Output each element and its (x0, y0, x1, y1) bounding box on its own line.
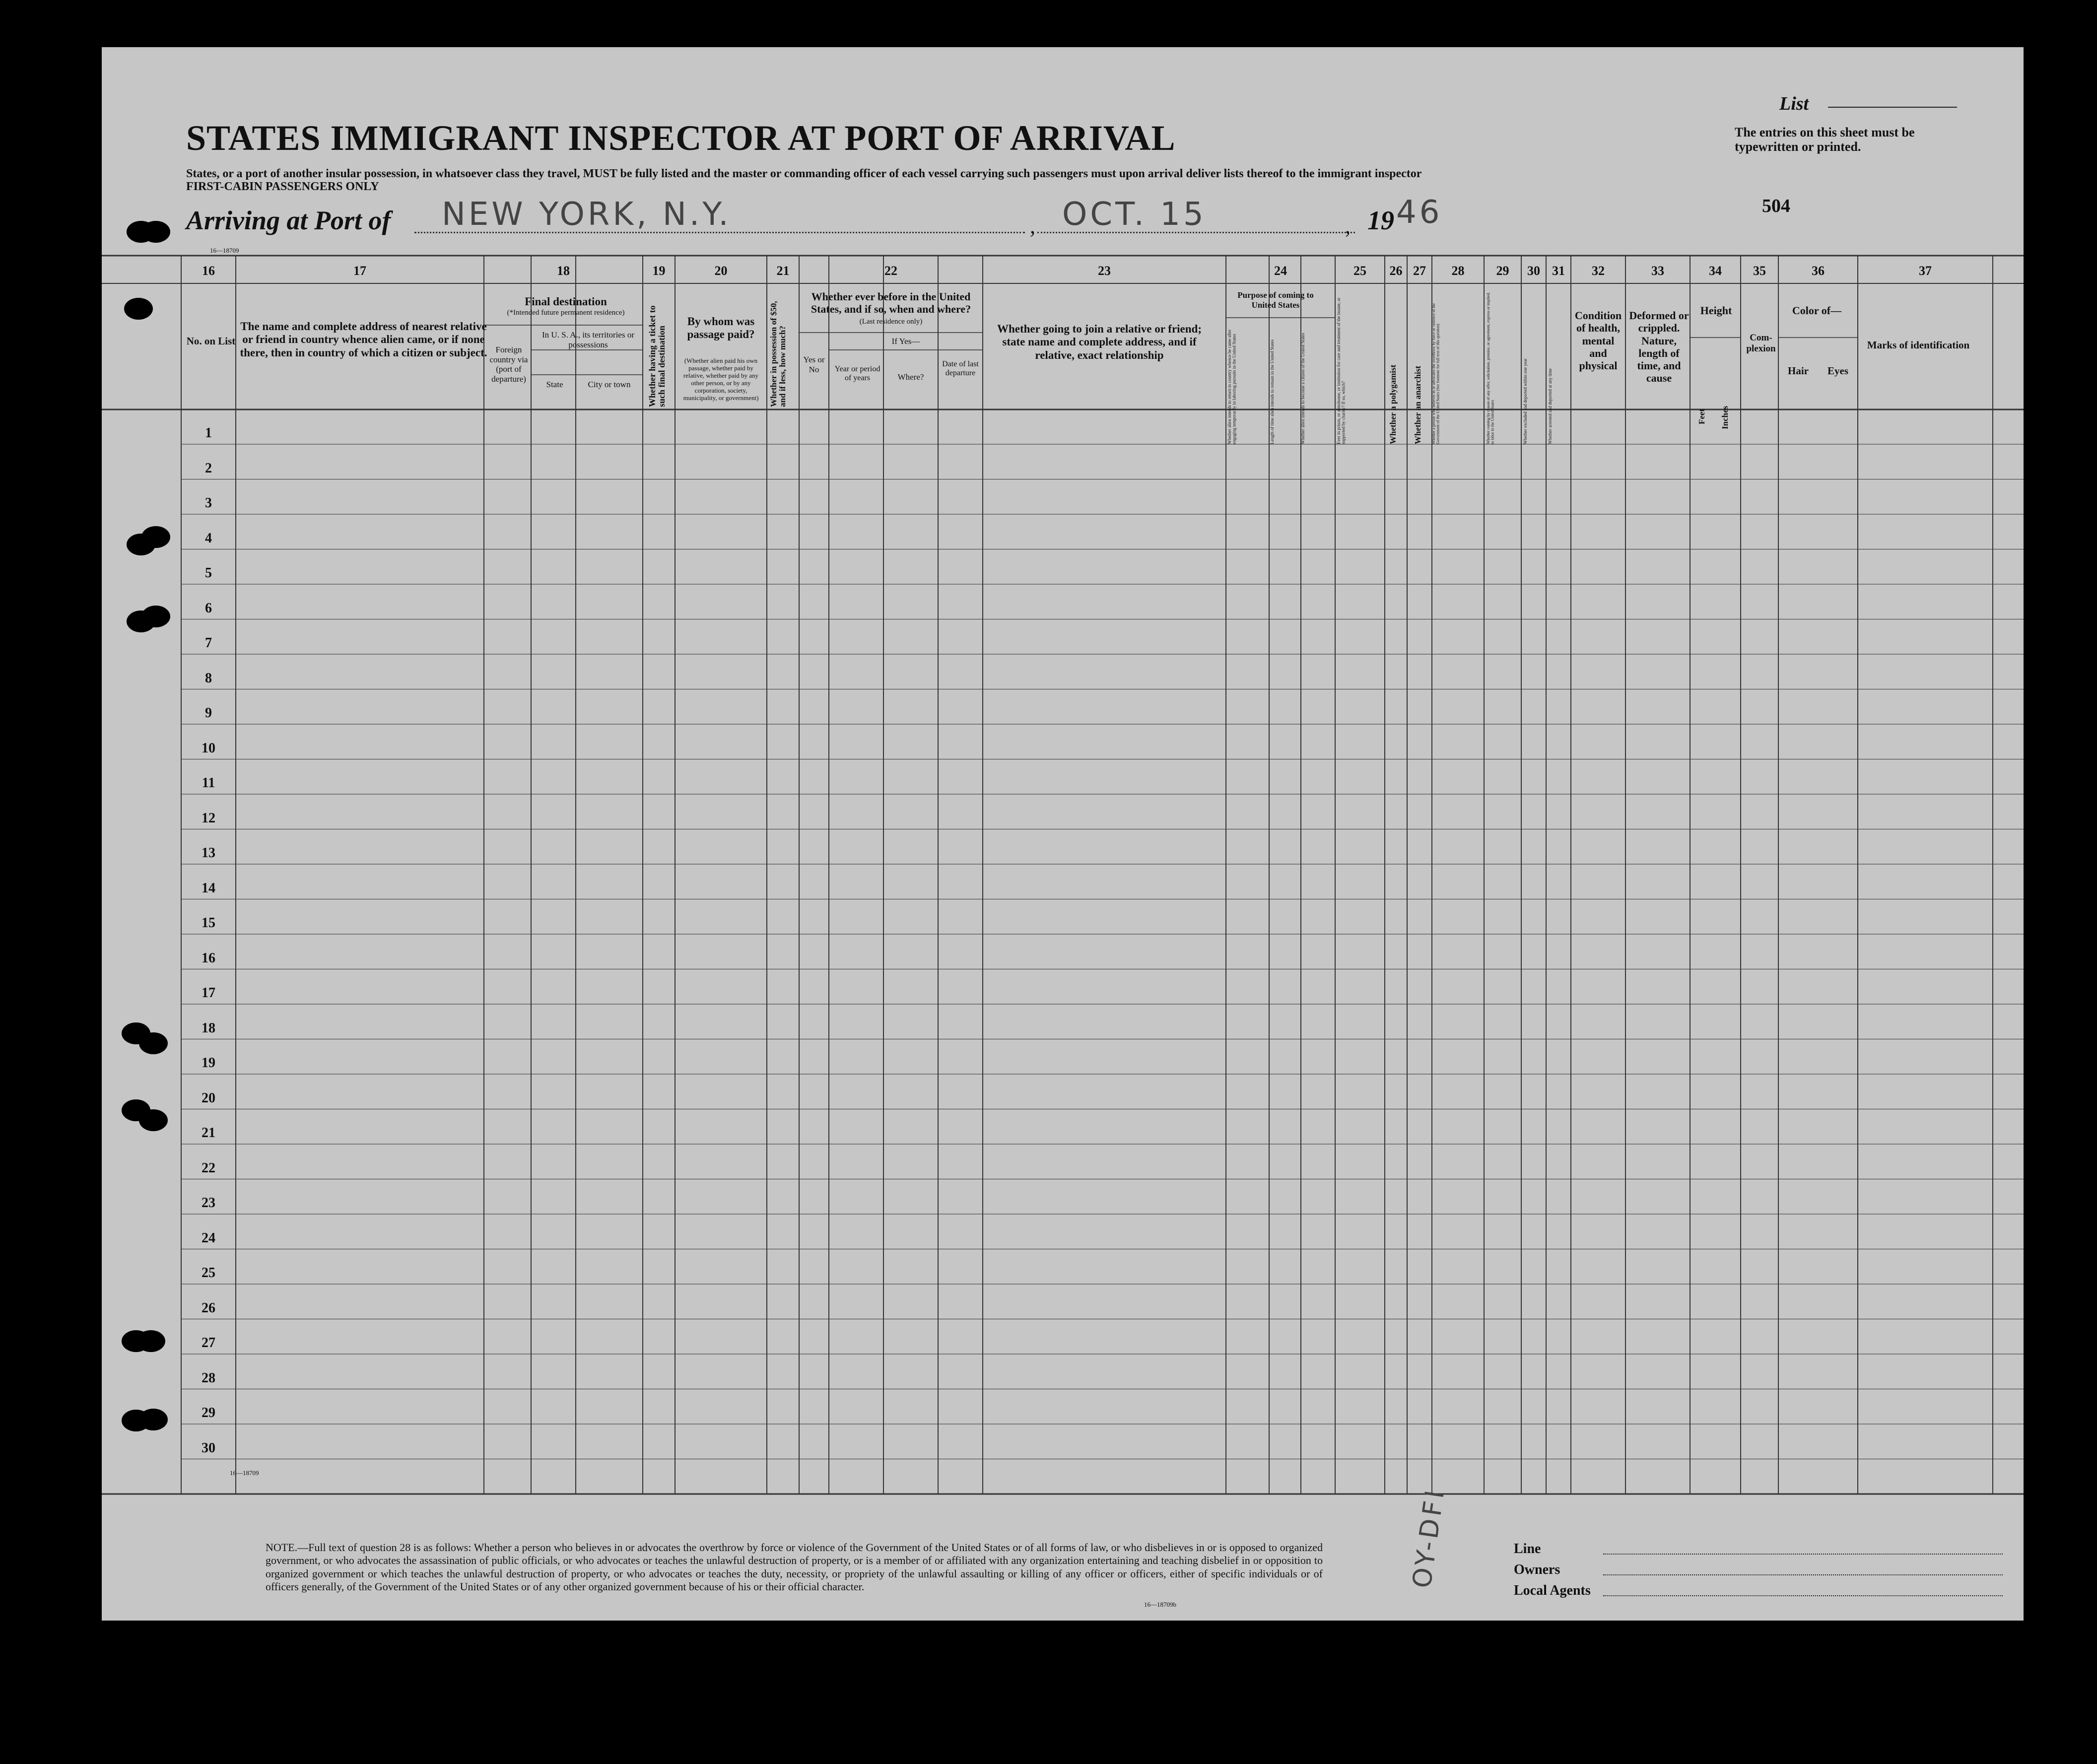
form-sheet (102, 47, 2024, 1621)
column-number: 28 (1451, 264, 1465, 278)
row-number: 7 (205, 635, 212, 651)
row-number: 24 (202, 1230, 215, 1246)
column-number: 33 (1651, 264, 1664, 278)
punch-hole (124, 298, 153, 320)
punch-hole (141, 526, 170, 548)
year-handwritten: 46 (1396, 194, 1443, 231)
row-number: 12 (202, 810, 215, 826)
col33-header: Deformed or crippled. Nature, length of time, and cause (1629, 309, 1689, 385)
line-label: Line (1514, 1541, 1541, 1557)
col34-feet-header: Feet (1697, 408, 1706, 424)
col32-header: Condition of health, mental and physical (1574, 309, 1622, 372)
question-28-footnote: NOTE.—Full text of question 28 is as follows: Whether a person who believes in or advocates the overthrow by force or violence of the Government of the United States or of all forms of law, or who disbelieves in or is opposed to organized government, or who advocates the assassination of public officials, or who advocates or teaches the unlawful destruction of property, or is a member of or affiliated with any organization entertaining and teaching disbelief in or opposition to organized government or which teaches the unlawful destruction of property, or who advocates or teaches the duty, necessity, or propriety of the unlawful assaulting or killing of any officer or officers, either of specific individuals or of officers generally, of the Government of the United States or of any other organized government because of his or their official character. (266, 1541, 1323, 1593)
row-number: 28 (202, 1370, 215, 1386)
col24-return-header: Whether alien intends to return to country whence he came after engaging temporarily in laboring pursuits in the United States (1227, 329, 1237, 444)
row-number: 30 (202, 1440, 215, 1456)
col29-header: Whether coming by reason of any offer, solicitation, promise, or agreement, express or implied, to labor in the United States (1486, 292, 1495, 444)
col21-header: Whether in possession of $50, and if less, how much? (769, 301, 787, 407)
col36-header: Color of— (1792, 304, 1842, 317)
col22-header: Whether ever before in the United States, and if so, when and where? (811, 290, 971, 316)
column-number: 34 (1709, 264, 1722, 278)
col22-years-header: Year or period of years (834, 365, 880, 383)
col22-subheader: (Last residence only) (859, 318, 923, 326)
col24-header: Purpose of coming to United States (1237, 290, 1314, 310)
column-number: 25 (1353, 264, 1366, 278)
row-number: 14 (202, 880, 215, 896)
row-number: 3 (205, 495, 212, 511)
col18-subheader: (*Intended future permanent residence) (507, 309, 625, 317)
row-number: 29 (202, 1405, 215, 1421)
col34-header: Height (1700, 304, 1732, 317)
form-title: STATES IMMIGRANT INSPECTOR AT PORT OF ARRIVAL (186, 118, 1176, 158)
col36-eyes-header: Eyes (1827, 365, 1848, 377)
row-number: 6 (205, 600, 212, 616)
form-code-bottom: 16—18709 (230, 1469, 259, 1477)
punch-hole (141, 221, 170, 243)
col18-foreign-header: Foreign country via (port of departure) (489, 345, 528, 384)
col18-state-header: State (546, 380, 563, 389)
col35-header: Com-plexion (1746, 333, 1776, 354)
port-handwritten: NEW YORK, N.Y. (442, 196, 732, 233)
comma-2: , (1345, 214, 1351, 238)
row-number: 5 (205, 565, 212, 581)
row-number: 26 (202, 1300, 215, 1316)
col31-header: Whether arrested and deported at any time (1548, 368, 1553, 444)
punch-hole (136, 1330, 165, 1352)
col22-yesno-header: Yes or No (803, 355, 825, 374)
local-agents-field (1603, 1595, 2003, 1596)
sheet-number: 504 (1762, 196, 1790, 216)
column-number: 37 (1919, 264, 1932, 278)
column-number: 21 (776, 264, 790, 278)
column-number: 29 (1496, 264, 1509, 278)
date-handwritten: OCT. 15 (1062, 196, 1207, 233)
row-number: 9 (205, 705, 212, 721)
row-number: 17 (202, 985, 215, 1001)
col34-inches-header: Inches (1720, 406, 1730, 429)
col18-usa-header: In U. S. A., its territories or possessions (541, 330, 635, 349)
arriving-label: Arriving at Port of (186, 205, 391, 235)
line-field (1603, 1554, 2003, 1555)
punch-hole (139, 1032, 168, 1054)
column-number: 22 (884, 264, 897, 278)
row-number: 11 (202, 775, 215, 791)
punch-hole (141, 606, 170, 627)
col20-header: By whom was passage paid? (687, 315, 755, 341)
col25-header: Ever in prison, or almshouse, or institution for care and treatment of the insane, or supported by charity? If so, which? (1336, 297, 1346, 444)
column-number: 19 (652, 264, 666, 278)
passenger-class-line: FIRST-CABIN PASSENGERS ONLY (186, 180, 379, 193)
col24-length-header: Length of time alien intends to remain in the United States (1270, 339, 1275, 444)
column-number: 35 (1753, 264, 1766, 278)
row-number: 13 (202, 845, 215, 861)
local-agents-label: Local Agents (1514, 1583, 1591, 1598)
form-code-top: 16—18709 (210, 247, 239, 254)
column-number: 31 (1552, 264, 1565, 278)
row-number: 15 (202, 915, 215, 931)
column-number: 26 (1389, 264, 1403, 278)
col22-ifyes-header: If Yes— (891, 337, 920, 346)
col28-header: Whether a person who believes in or advocates the overthrow by force or violence of the Government of the United States (See footnote for full text of this question) (1431, 303, 1440, 444)
column-number: 36 (1812, 264, 1825, 278)
col24-citizen-header: Whether alien intends to become a citizen of the United States (1300, 333, 1305, 444)
row-number: 16 (202, 950, 215, 966)
row-number: 18 (202, 1020, 215, 1036)
col26-header: Whether a polygamist (1388, 364, 1398, 444)
col30-header: Whether excluded and deported within one year (1523, 358, 1528, 444)
row-number: 4 (205, 530, 212, 546)
col17-header: The name and complete address of nearest relative or friend in country whence alien came, or if none there, then in country of which a citizen or subject. (240, 320, 487, 359)
form-subtitle: States, or a port of another insular possession, in whatsoever class they travel, MUST be fully listed and the master or commanding officer of each vessel carrying such passengers must upon arrival deliver lists thereof to the immigrant inspector (186, 167, 1422, 180)
comma-1: , (1030, 214, 1035, 238)
col18-city-header: City or town (588, 380, 631, 389)
column-number: 27 (1413, 264, 1426, 278)
column-number: 16 (202, 264, 215, 278)
row-number: 8 (205, 670, 212, 686)
handwritten-mark: OY-DFI (1407, 1486, 1451, 1590)
col16-header: No. on List (186, 335, 236, 347)
owners-field (1603, 1574, 2003, 1575)
col37-header: Marks of identification (1867, 339, 1970, 351)
footnote-code: 16—18709b (1144, 1601, 1176, 1608)
col20-subheader: (Whether alien paid his own passage, whether paid by relative, whether paid by any other person, or by any corporation, society, municipality, or government) (683, 357, 759, 402)
row-number: 2 (205, 460, 212, 476)
list-label: List (1779, 93, 1809, 114)
col27-header: Whether an anarchist (1413, 365, 1422, 444)
row-number: 20 (202, 1090, 215, 1106)
col23-header: Whether going to join a relative or friend; state name and complete address, and if relative, exact relationship (997, 323, 1202, 361)
column-number: 24 (1274, 264, 1287, 278)
row-number: 25 (202, 1265, 215, 1281)
col22-date-header: Date of last departure (942, 360, 979, 378)
column-number: 30 (1527, 264, 1540, 278)
row-number: 22 (202, 1160, 215, 1176)
column-number: 17 (353, 264, 366, 278)
row-number: 27 (202, 1335, 215, 1351)
row-number: 1 (205, 425, 212, 441)
owners-label: Owners (1514, 1562, 1560, 1577)
column-number: 23 (1098, 264, 1111, 278)
col18-header: Final destination (525, 295, 607, 308)
year-printed: 19 (1367, 205, 1394, 235)
column-number: 18 (557, 264, 570, 278)
row-number: 10 (202, 740, 215, 756)
row-number: 19 (202, 1055, 215, 1071)
col36-hair-header: Hair (1788, 365, 1809, 377)
column-number: 20 (714, 264, 728, 278)
row-number: 21 (202, 1125, 215, 1141)
column-number: 32 (1592, 264, 1605, 278)
col19-header: Whether having a ticket to such final destination (647, 305, 667, 407)
punch-hole (139, 1109, 168, 1131)
col22-where-header: Where? (897, 372, 924, 382)
punch-hole (139, 1409, 168, 1430)
entries-note: The entries on this sheet must be typewritten or printed. (1735, 125, 1915, 154)
row-number: 23 (202, 1195, 215, 1211)
